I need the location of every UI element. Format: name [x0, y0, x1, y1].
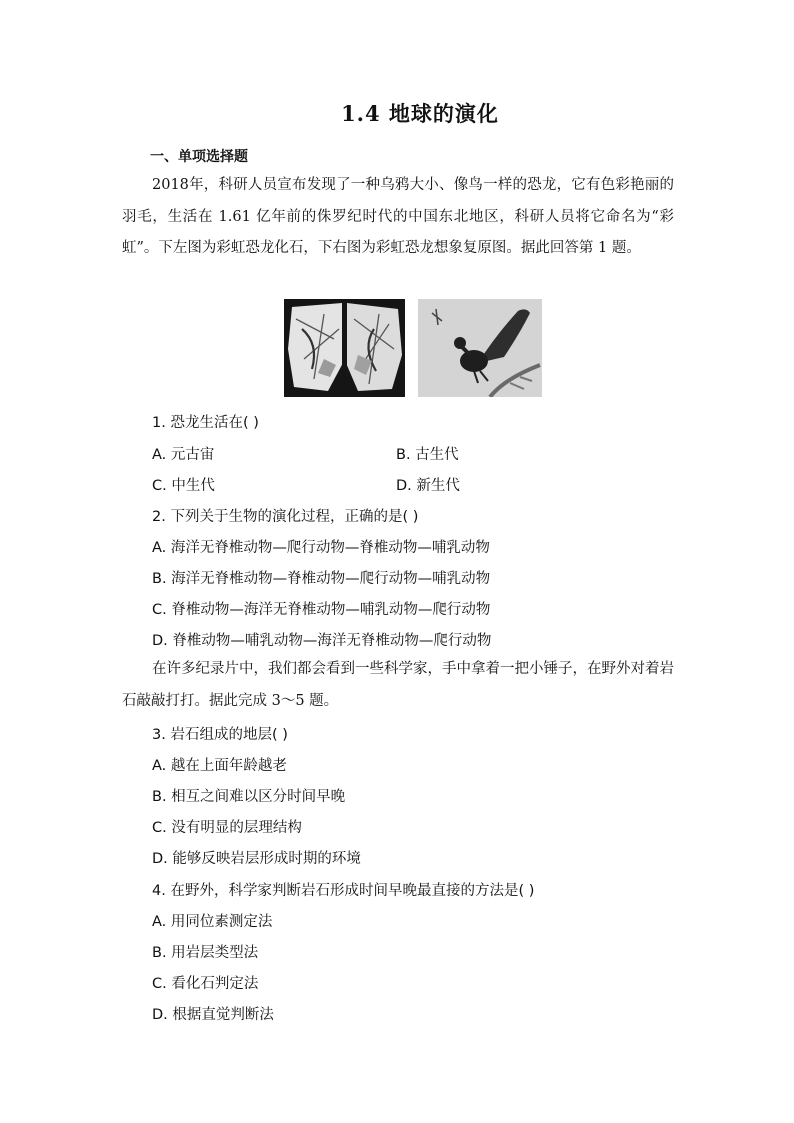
question-3-stem: 3. 岩石组成的地层( ): [152, 727, 288, 743]
question-3-option-c[interactable]: C. 没有明显的层理结构: [152, 820, 302, 836]
intro-paragraph-1: 2018年，科研人员宣布发现了一种乌鸦大小、像鸟一样的恐龙，它有色彩艳丽的羽毛，生活在 1.61 亿年前的侏罗纪时代的中国东北地区，科研人员将它命名为“彩虹”。下左图为彩虹恐龙化石，下右图为彩虹恐龙想象复原图。据此回答第 1 题。: [122, 177, 674, 256]
page-title: 1.4 地球的演化: [341, 101, 499, 126]
intro-paragraph-2: 在许多纪录片中，我们都会看到一些科学家，手中拿着一把小锤子，在野外对着岩石敲敲打打。据此完成 3～5 题。: [122, 661, 674, 709]
question-3-option-b[interactable]: B. 相互之间难以区分时间早晚: [152, 789, 346, 805]
question-4-option-b[interactable]: B. 用岩层类型法: [152, 945, 259, 961]
question-4-stem: 4. 在野外，科学家判断岩石形成时间早晚最直接的方法是( ): [152, 883, 535, 899]
question-4-option-c[interactable]: C. 看化石判定法: [152, 976, 259, 992]
question-3-option-a[interactable]: A. 越在上面年龄越老: [152, 758, 287, 774]
question-4-option-d[interactable]: D. 根据直觉判断法: [152, 1007, 274, 1023]
question-1-option-a[interactable]: A. 元古宙: [152, 447, 215, 463]
question-1-option-c[interactable]: C. 中生代: [152, 478, 215, 494]
question-1-option-b[interactable]: B. 古生代: [396, 447, 459, 463]
dinosaur-reconstruction-image: [418, 299, 542, 397]
question-2-option-c[interactable]: C. 脊椎动物—海洋无脊椎动物—哺乳动物—爬行动物: [152, 602, 491, 618]
question-2-stem: 2. 下列关于生物的演化过程，正确的是( ): [152, 509, 419, 525]
question-2-option-a[interactable]: A. 海洋无脊椎动物—爬行动物—脊椎动物—哺乳动物: [152, 540, 490, 556]
question-4-option-a[interactable]: A. 用同位素测定法: [152, 914, 273, 930]
question-1-stem: 1. 恐龙生活在( ): [152, 415, 259, 431]
question-2-option-b[interactable]: B. 海洋无脊椎动物—脊椎动物—爬行动物—哺乳动物: [152, 571, 491, 587]
dinosaur-fossil-image: [284, 299, 405, 397]
question-2-option-d[interactable]: D. 脊椎动物—哺乳动物—海洋无脊椎动物—爬行动物: [152, 633, 492, 649]
question-3-option-d[interactable]: D. 能够反映岩层形成时期的环境: [152, 851, 361, 867]
question-1-option-d[interactable]: D. 新生代: [396, 478, 460, 494]
section-heading: 一、单项选择题: [150, 149, 248, 165]
